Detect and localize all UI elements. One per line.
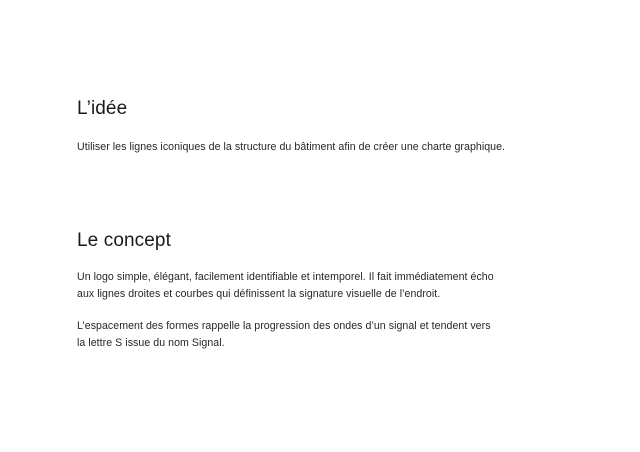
- concept-paragraph-2-line-1: L’espacement des formes rappelle la progression des ondes d’un signal et tendent vers: [77, 320, 491, 332]
- idea-section: [77, 96, 597, 156]
- concept-paragraph-1-line-2: aux lignes droites et courbes qui définissent la signature visuelle de l’endroit.: [77, 287, 441, 300]
- idea-text: Utiliser les lignes iconiques de la structure du bâtiment afin de créer une charte graphique.: [77, 141, 506, 153]
- concept-paragraph-2-line-2: la lettre S issue du nom Signal.: [77, 336, 225, 349]
- concept-section: [77, 228, 597, 351]
- idea-heading: L’idée: [77, 98, 128, 119]
- concept-heading: Le concept: [77, 230, 171, 251]
- concept-paragraph-1-line-1: Un logo simple, élégant, facilement identifiable et intemporel. Il fait immédiatement écho: [77, 271, 494, 283]
- concept-paragraph-2: [77, 318, 597, 351]
- concept-paragraph-1: [77, 269, 597, 302]
